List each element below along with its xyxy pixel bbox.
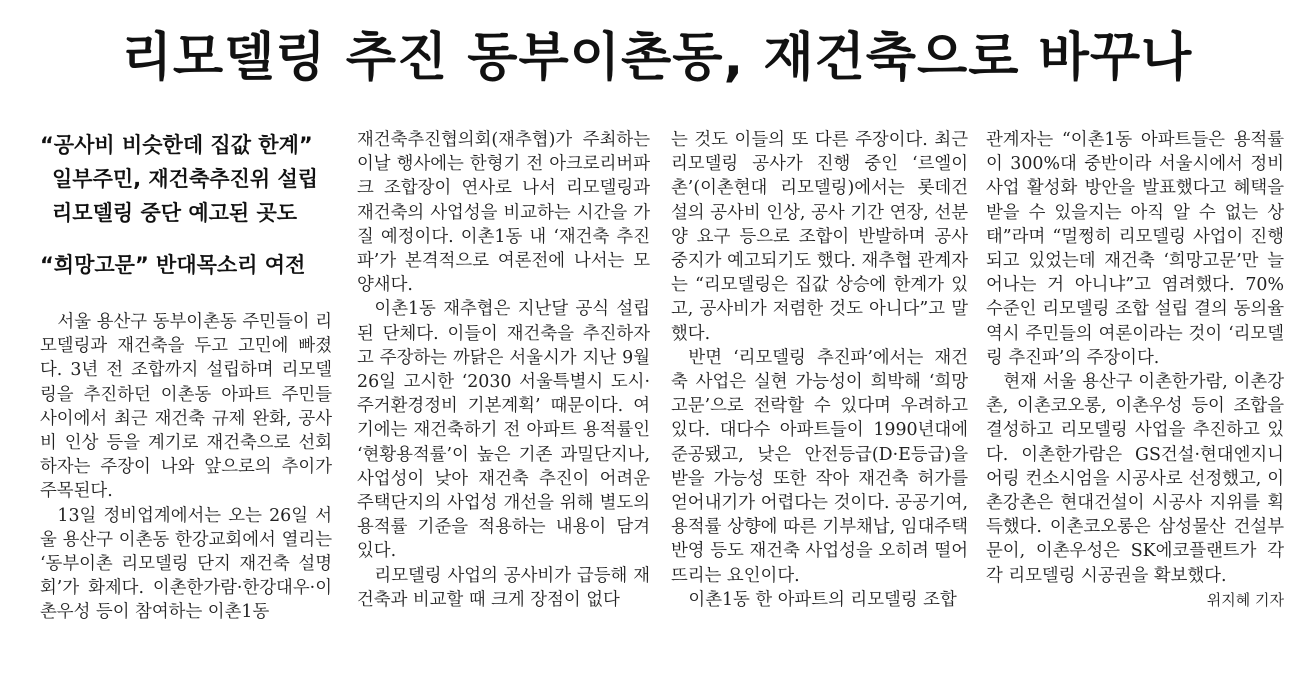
paragraph: 는 것도 이들의 또 다른 주장이다. 최근 리모델링 공사가 진행 중인 ‘르엘이촌’(이촌현대 리모델링)에서는 롯데건설의 공사비 인상, 공사 기간 연장, 선분양 요구 등으로 조합이 반발하며 공사 중지가 예고되기도 했다. 재추협 관계자는 “리모델링은 집값 상승에 한계가 있고, 공사비가 저렴한 것도 아니다”고 말했다. [671,130,968,344]
paragraph: 서울 용산구 동부이촌동 주민들이 리모델링과 재건축을 두고 고민에 빠졌다. 3년 전 조합까지 설립하며 리모델링을 추진하던 이촌동 아파트 주민들 사이에서 최근 재건축 규제 완화, 공사비 인상 등을 계기로 재건축으로 선회하자는 주장이 나와 앞으로의 추이가 주목된다. [40,312,332,502]
paragraph: 재건축추진협의회(재추협)가 주최하는 이날 행사에는 한형기 전 아크로리버파크 조합장이 연사로 나서 리모델링과 재건축의 사업성을 비교하는 시간을 가질 예정이다. 이촌1동 내 ‘재건축 추진파’가 본격적으로 여론전에 나서는 모양새다. [357,130,650,296]
paragraph [986,370,1284,609]
paragraph: 반면 ‘리모델링 추진파’에서는 재건축 사업은 실현 가능성이 희박해 ‘희망고문’으로 전락할 수 있다며 우려하고 있다. 대다수 아파트들이 1990년대에 준공됐고, 낮은 안전등급(D·E등급)을 받을 가능성 또한 작아 재건축 허가를 얻어내기가 어렵다는 것이다. 공공기여, 용적률 상향에 따른 기부채납, 임대주택 반영 등도 재건축 사업성을 오히려 떨어뜨리는 요인이다. [671,347,968,586]
paragraph: 관계자는 “이촌1동 아파트들은 용적률이 300%대 중반이라 서울시에서 정비사업 활성화 방안을 발표했다고 혜택을 받을 수 있을지는 아직 알 수 없는 상태”라며 “멀쩡히 리모델링 사업이 진행되고 있었는데 재건축 ‘희망고문’만 늘어나는 거 아니냐”고 염려했다. 70% 수준인 리모델링 조합 설립 결의 동의율 역시 주민들의 여론이라는 것이 ‘리모델링 추진파’의 주장이다. [986,130,1284,368]
byline: 위지혜 기자 [1206,590,1284,609]
article-column-2 [357,128,650,612]
paragraph: 리모델링 사업의 공사비가 급등해 재건축과 비교할 때 크게 장점이 없다 [357,565,650,610]
article-column-1 [40,128,332,625]
article-column-4 [986,128,1284,612]
paragraph: 이촌1동 한 아파트의 리모델링 조합 [688,589,957,610]
paragraph: 13일 정비업계에서는 오는 26일 서울 용산구 이촌동 한강교회에서 열리는 ‘동부이촌 리모델링 단지 재건축 설명회’가 화제다. 이촌한가람·한강대우·이촌우성 등이 참여하는 이촌1동 [40,505,332,623]
subheading: “공사비 비슷한데 집값 한계” [40,133,313,157]
subheading: 리모델링 중단 예고된 곳도 [52,201,298,225]
paragraph-text: 현재 서울 용산구 이촌한가람, 이촌강촌, 이촌코오롱, 이촌우성 등이 조합을 결성하고 리모델링 사업을 추진하고 있다. 이촌한가람은 GS건설·현대엔지니어링 컨소시엄을 시공사로 선정했고, 이촌강촌은 현대건설이 시공사 지위를 획득했다. 이촌코오롱은 삼성물산 건설부문이, 이촌우성은 SK에코플랜트가 각각 리모델링 시공권을 확보했다. [986,372,1284,586]
article-column-3 [671,128,968,612]
headline: 리모델링 추진 동부이촌동, 재건축으로 바꾸나 [121,28,1193,88]
subheadings [40,128,332,282]
paragraph: 이촌1동 재추협은 지난달 공식 설립된 단체다. 이들이 재건축을 추진하자고 주장하는 까닭은 서울시가 지난 9월 26일 고시한 ‘2030 서울특별시 도시·주거환경정비 기본계획’ 때문이다. 여기에는 재건축하기 전 아파트 용적률인 ‘현황용적률’이 높은 기존 과밀단지나, 사업성이 낮아 재건축 추진이 어려운 주택단지의 사업성 개선을 위해 별도의 용적률 기준을 적용하는 내용이 담겨 있다. [357,299,650,562]
subheading: “희망고문” 반대목소리 여전 [40,253,306,277]
subheading: 일부주민, 재건축추진위 설립 [52,167,319,191]
